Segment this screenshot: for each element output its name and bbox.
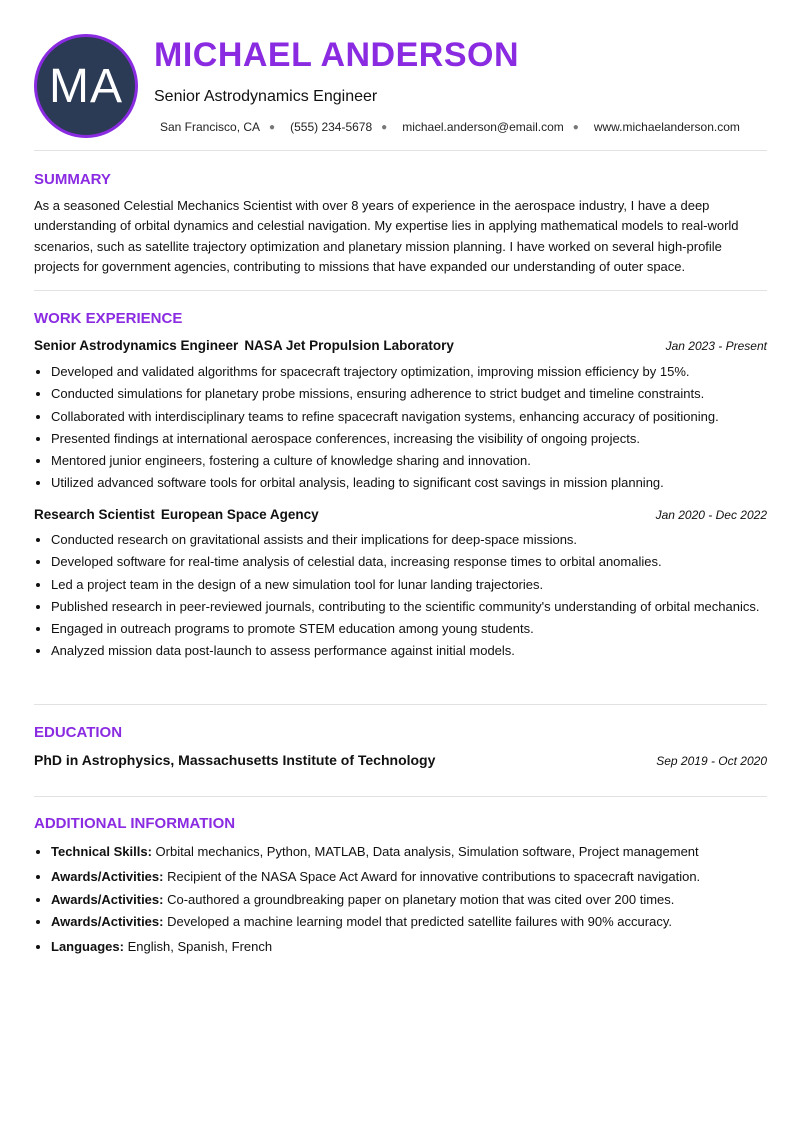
job-title-line xyxy=(34,507,319,522)
job-bullets xyxy=(34,530,771,664)
contact-email[interactable]: michael.anderson@email.com xyxy=(402,120,564,134)
item-label: Awards/Activities: xyxy=(51,869,164,884)
job-title: Senior Astrodynamics Engineer xyxy=(34,338,239,353)
contact-location: San Francisco, CA xyxy=(160,120,261,134)
list-item: • Conducted research on gravitational assists and their implications for deep-space missions. xyxy=(51,530,771,549)
item-text: English, Spanish, French xyxy=(127,939,273,954)
list-item xyxy=(51,912,784,931)
item-label: Technical Skills: xyxy=(51,844,152,859)
item-text: Recipient of the NASA Space Act Award for innovative contributions to spacecraft navigation. xyxy=(167,869,701,884)
section-title-education: EDUCATION xyxy=(34,724,123,741)
additional-list xyxy=(34,842,784,960)
list-item: • Presented findings at international aerospace conferences, increasing the visibility of ongoing projects. xyxy=(51,429,771,448)
item-text: Orbital mechanics, Python, MATLAB, Data analysis, Simulation software, Project management xyxy=(155,844,699,859)
job-header xyxy=(34,338,767,353)
job-bullets xyxy=(34,362,771,496)
list-item: • Conducted simulations for planetary probe missions, ensuring adherence to strict budget and timeline constraints. xyxy=(51,384,771,403)
contact-website[interactable]: www.michaelanderson.com xyxy=(593,120,740,134)
list-item xyxy=(51,890,784,909)
divider xyxy=(34,290,767,291)
divider xyxy=(34,150,767,151)
section-title-experience: WORK EXPERIENCE xyxy=(34,310,183,327)
list-item: • Mentored junior engineers, fostering a culture of knowledge sharing and innovation. xyxy=(51,451,771,470)
list-item xyxy=(51,867,784,886)
item-text: Co-authored a groundbreaking paper on planetary motion that was cited over 200 times. xyxy=(167,891,675,907)
list-item xyxy=(51,842,784,861)
section-title-additional: ADDITIONAL INFORMATION xyxy=(34,815,236,832)
job-dates: Jan 2020 - Dec 2022 xyxy=(655,508,767,522)
job-org: European Space Agency xyxy=(160,507,319,522)
job-org: NASA Jet Propulsion Laboratory xyxy=(244,338,454,353)
avatar-initials: MA xyxy=(49,59,123,113)
dot-separator-icon: ● xyxy=(572,121,579,133)
list-item: • Engaged in outreach programs to promote STEM education among young students. xyxy=(51,619,771,638)
list-item xyxy=(51,937,784,956)
contact-line xyxy=(160,120,740,134)
item-text: Developed a machine learning model that predicted satellite failures with 90% accuracy. xyxy=(167,914,672,929)
list-item: • Analyzed mission data post-launch to assess performance against initial models. xyxy=(51,641,771,660)
divider xyxy=(34,796,767,797)
job-header xyxy=(34,507,767,522)
avatar xyxy=(34,34,138,138)
candidate-name: MICHAEL ANDERSON xyxy=(154,36,520,74)
education-dates: Sep 2019 - Oct 2020 xyxy=(656,754,767,768)
item-label: Awards/Activities: xyxy=(51,914,164,929)
job-title: Research Scientist xyxy=(34,507,155,522)
education-degree: PhD in Astrophysics, Massachusetts Institute of Technology xyxy=(34,752,436,768)
list-item: • Utilized advanced software tools for orbital analysis, leading to significant cost savings in mission planning. xyxy=(51,473,771,492)
candidate-role: Senior Astrodynamics Engineer xyxy=(154,88,378,105)
section-title-summary: SUMMARY xyxy=(34,171,111,188)
item-label: Languages: xyxy=(51,939,124,954)
item-label: Awards/Activities: xyxy=(51,891,164,907)
list-item: • Led a project team in the design of a new simulation tool for lunar landing trajectories. xyxy=(51,575,771,594)
dot-separator-icon: ● xyxy=(269,121,276,133)
job-title-line xyxy=(34,338,454,353)
list-item: • Published research in peer-reviewed journals, contributing to the scientific community's understanding of orbital mechanics. xyxy=(51,597,771,616)
summary-text: As a seasoned Celestial Mechanics Scientist with over 8 years of experience in the aerospace industry, I have a deep understanding of orbital dynamics and celestial navigation. My expertise lies in applying mathematical models to real-world scenarios, such as satellite trajectory optimization and planetary mission planning. I have worked on several high-profile projects for government agencies, contributing to missions that have expanded our understanding of outer space. xyxy=(34,198,739,274)
list-item: • Developed and validated algorithms for spacecraft trajectory optimization, improving mission efficiency by 15%. xyxy=(51,362,771,381)
contact-phone: (555) 234-5678 xyxy=(290,120,373,134)
divider xyxy=(34,704,767,705)
job-dates: Jan 2023 - Present xyxy=(665,339,767,353)
list-item: • Developed software for real-time analysis of celestial data, increasing response times to orbital anomalies. xyxy=(51,552,771,571)
dot-separator-icon: ● xyxy=(381,121,388,133)
education-entry xyxy=(34,752,767,768)
list-item: • Collaborated with interdisciplinary teams to refine spacecraft navigation systems, enhancing accuracy of positioning. xyxy=(51,407,771,426)
